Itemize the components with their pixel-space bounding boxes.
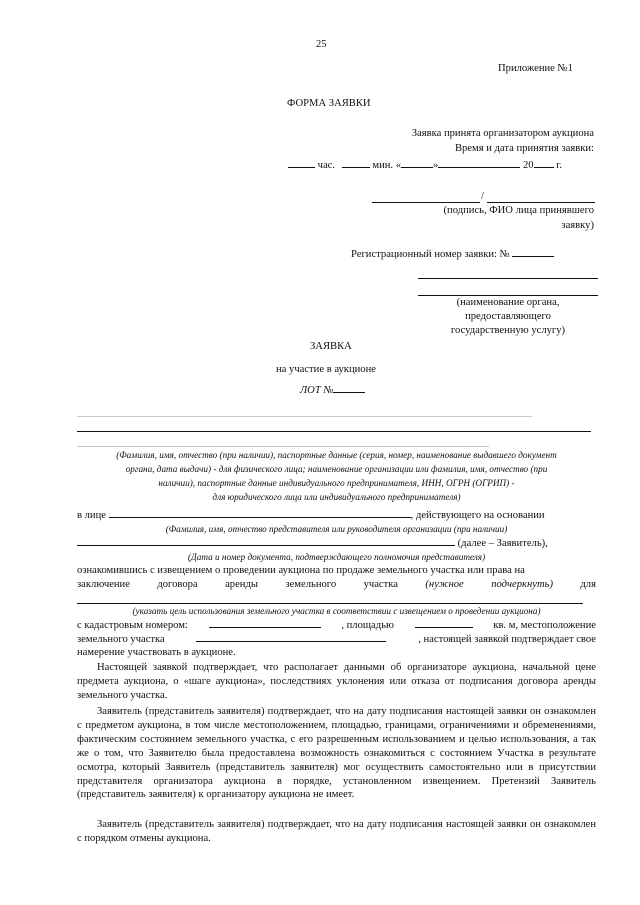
lot-number-field[interactable]: [333, 384, 365, 393]
location-field[interactable]: [196, 633, 386, 642]
land-row: [77, 633, 596, 645]
authority-caption-2: предоставляющего: [465, 311, 551, 322]
acceptance-datetime-label: Время и дата принятия заявки:: [454, 143, 594, 154]
applicant-line-3[interactable]: [77, 446, 489, 447]
application-title: ЗАЯВКА: [310, 341, 352, 352]
word-underline: подчеркнуть): [491, 579, 553, 590]
minutes-label: мин. «: [372, 160, 401, 171]
lot-label: ЛОТ №: [300, 385, 334, 396]
representative-suffix: , действующего на основании: [410, 510, 545, 521]
word-contract: договора: [157, 579, 198, 590]
lot-number: [300, 384, 365, 396]
registration-label: Регистрационный номер заявки: №: [351, 249, 510, 260]
applicant-hint-2: органа, дата выдачи) - для физического лица; наименование организации или фамилия, имя, отчество (при: [125, 464, 548, 474]
area-unit: кв. м, местоположение: [493, 620, 596, 631]
close-quote: »: [433, 160, 439, 171]
applicant-line-2[interactable]: [77, 431, 591, 432]
minutes-field[interactable]: [342, 159, 370, 168]
registration-number: [351, 248, 554, 260]
word-for: для: [580, 579, 596, 590]
signature-line[interactable]: [372, 202, 480, 203]
acquainted-line: ознакомившись с извещением о проведении аукциона по продаже земельного участка или права на: [77, 565, 525, 576]
land-label: земельного участка: [77, 634, 165, 645]
applicant-hint: (Фамилия, имя, отчество (при наличии), паспортные данные (серия, номер, наименование выдавшего документ: [116, 450, 557, 460]
paragraph-1-text: Настоящей заявкой подтверждает, что располагает данными об организаторе аукциона, начальной цене предмета аукциона, о «шаге аукциона», последствиях уклонения или отказа от подписания договора аренды земельного участка.: [77, 662, 596, 701]
word-needed: (нужное: [425, 579, 464, 590]
purpose-line[interactable]: [77, 603, 583, 604]
month-field[interactable]: [438, 159, 520, 168]
paragraph-2: [77, 705, 596, 802]
hours-field[interactable]: [288, 159, 315, 168]
page-number: 25: [316, 39, 327, 50]
authority-line-1[interactable]: [418, 278, 598, 279]
representative-field[interactable]: [109, 509, 411, 518]
appendix-label: Приложение №1: [498, 63, 573, 74]
day-field[interactable]: [401, 159, 433, 168]
paragraph-3: [77, 818, 596, 846]
area-field[interactable]: [415, 619, 473, 628]
representative-hint: (Фамилия, имя, отчество представителя или руководителя организации (при наличии): [165, 524, 508, 534]
form-title: ФОРМА ЗАЯВКИ: [287, 98, 371, 109]
year-prefix: 20: [522, 160, 534, 171]
word-lease: аренды: [225, 579, 258, 590]
representative-row: [77, 509, 545, 521]
further-applicant: (далее – Заявитель),: [457, 538, 548, 549]
confirm-label: , настоящей заявкой подтверждает свое: [418, 634, 596, 645]
signer-name-line[interactable]: [487, 202, 595, 203]
word-conclusion: заключение: [77, 579, 130, 590]
accepted-by-organizer: Заявка принята организатором аукциона: [411, 128, 594, 139]
year-suffix: г.: [556, 160, 563, 171]
authority-caption: (наименование органа,: [456, 297, 560, 308]
hours-label: час.: [317, 160, 336, 171]
word-land: земельного: [285, 579, 337, 590]
cadastral-row: [77, 619, 596, 631]
applicant-line-1[interactable]: [77, 416, 532, 417]
intent-line: намерение участвовать в аукционе.: [77, 647, 236, 658]
authority-document-hint: (Дата и номер документа, подтверждающего полномочия представителя): [187, 552, 486, 562]
year-field[interactable]: [534, 159, 554, 168]
authority-document-field[interactable]: [77, 537, 455, 546]
authority-caption-3: государственную услугу): [450, 325, 566, 336]
signature-slash: /: [481, 191, 484, 202]
acquainted-line-2: [77, 579, 596, 590]
signature-caption: (подпись, ФИО лица принявшего: [443, 205, 594, 216]
cadastral-label: с кадастровым номером:: [77, 620, 188, 631]
application-subtitle: на участие в аукционе: [276, 364, 376, 375]
applicant-hint-4: для юридического лица или индивидуального предпринимателя): [212, 492, 461, 502]
representative-prefix: в лице: [77, 510, 106, 521]
word-plot: участка: [363, 579, 398, 590]
acceptance-datetime-fields: [288, 159, 562, 171]
paragraph-1: [77, 661, 596, 703]
paragraph-3-text: Заявитель (представитель заявителя) подтверждает, что на дату подписания настоящей заявки он ознакомлен с порядком отмены аукциона.: [77, 819, 596, 844]
purpose-hint: (указать цель использования земельного участка в соответствии с извещением о проведении аукциона): [132, 606, 541, 616]
cadastral-number-field[interactable]: [209, 619, 321, 628]
area-label: , площадью: [341, 620, 394, 631]
registration-number-field[interactable]: [512, 248, 554, 257]
signature-caption-2: заявку): [561, 220, 594, 231]
applicant-hint-3: наличии), паспортные данные индивидуального предпринимателя, ИНН, ОГРН (ОГРИП) -: [158, 478, 515, 488]
authority-line-2[interactable]: [418, 295, 598, 296]
further-row: [77, 537, 548, 549]
paragraph-2-text: Заявитель (представитель заявителя) подтверждает, что на дату подписания настоящей заявки он ознакомлен с предметом аукциона, в том числе местоположением, площадью, границами, ограничениями и обременениями, фактическим состоянием земельного участка, с его разрешенным использованием и целью использования, а так же о том, что Заявителю была предоставлена возможность ознакомиться с состоянием Участка в результате осмотра, который Заявитель (представитель заявителя) мог осуществить самостоятельно или в присутствии представителя организатора аукциона в порядке, установленном извещением. Претензий Заявитель (представитель заявителя) к организатору аукциона не имеет.: [77, 706, 596, 801]
